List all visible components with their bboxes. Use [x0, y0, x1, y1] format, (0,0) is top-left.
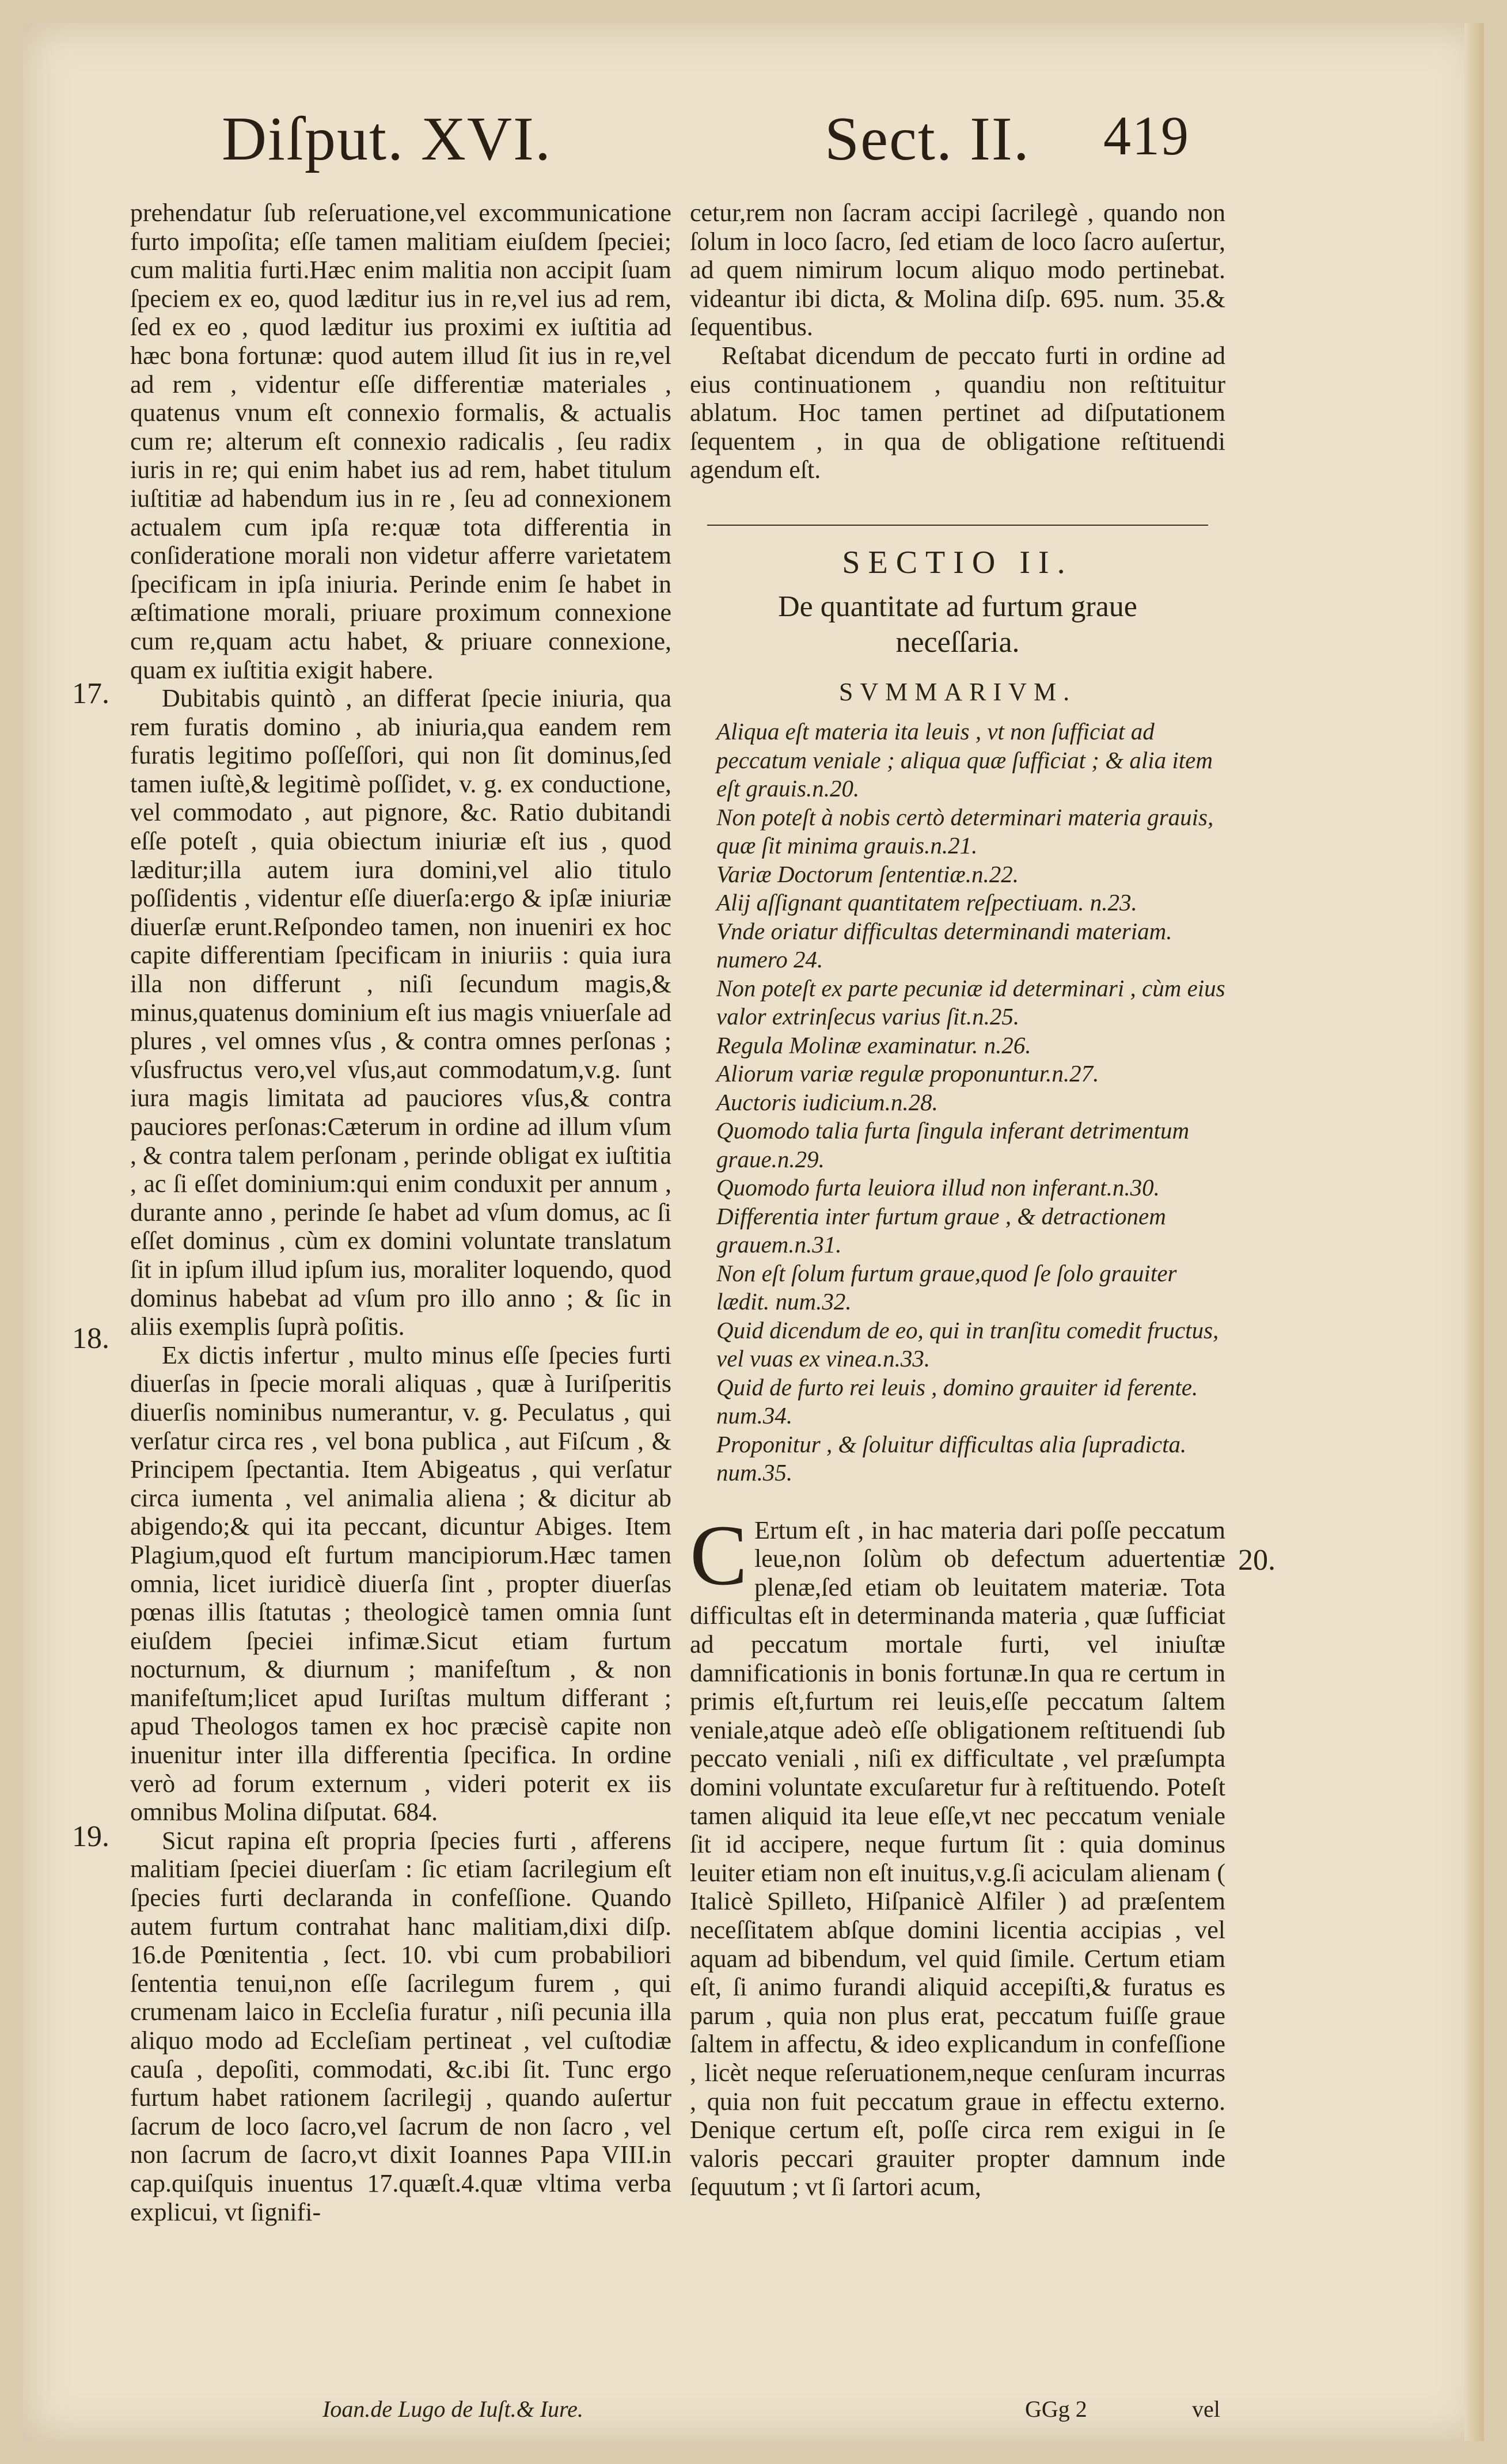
- drop-cap: C: [690, 1507, 748, 1603]
- summary-item: Alij aſſignant quantitatem reſpectiuam. n.23.: [716, 889, 1137, 916]
- margin-number-20: 20.: [1238, 1544, 1276, 1577]
- running-header-left: Diſput. XVI.: [222, 105, 552, 173]
- summary-item: Aliqua eſt materia ita leuis , vt non ſufficiat ad peccatum veniale ; aliqua quæ ſufficiat ; & alia item eſt grauis.n.20.: [716, 718, 1213, 802]
- summary-list: [690, 717, 1225, 1487]
- page-edge: [1464, 23, 1484, 2441]
- margin-number-19: 19.: [72, 1820, 109, 1853]
- book-page: [23, 23, 1484, 2441]
- right-column: [690, 199, 1225, 2201]
- summary-item: Variæ Doctorum ſententiæ.n.22.: [716, 860, 1019, 887]
- footer-running-title: Ioan.de Lugo de Iuſt.& Iure.: [322, 2396, 583, 2422]
- section-divider: [707, 525, 1208, 526]
- section-body-text: Ertum eſt , in hac materia dari poſſe peccatum leue,non ſolùm ob defectum aduertentiæ plenæ,ſed etiam ob leuitatem materiæ. Tota difficultas eſt in determinanda materia , quæ ſufficiat ad peccatum mortale furti, vel iniuſtæ damnificationis in bonis fortunæ.In qua re certum in primis eſt,furtum rei leuis,eſſe peccatum ſaltem veniale,atque adeò eſſe obligationem reſtituendi ſub peccato veniali , niſi ex difficultate , vel præſumpta domini voluntate excuſaretur fur à reſtituendo. Poteſt tamen aliquid ita leue eſſe,vt nec peccatum veniale ſit id accipere, neque furtum ſit : quia dominus leuiter etiam non eſt inuitus,v.g.ſi aciculam alienam ( Italicè Spilleto, Hiſpanicè Alfiler ) ad præſentem neceſſitatem abſque domini licentia accipias , vel aquam ad bibendum, vel quid ſimile. Certum etiam eſt, ſi animo furandi aliquid accepiſti,& furatus es parum , quia non plus erat, peccatum fuiſſe graue ſaltem in affectu, & ideo explicandum in confeſſione , licèt neque reſeruationem,neque cenſuram incurras , quia non fuit peccatum graue in effectu externo. Denique certum eſt, poſſe circa rem exigui in ſe valoris peccari grauiter propter damnum inde ſequutum ; vt ſi ſartori acum,: [690, 1516, 1225, 2201]
- paragraph: Reſtabat dicendum de peccato furti in ordine ad eius continuationem , quandiu non reſtituitur ablatum. Hoc tamen pertinet ad diſputationem ſequentem , in qua de obligatione reſtituendi agendum eſt.: [690, 341, 1225, 484]
- paragraph: Ex dictis infertur , multo minus eſſe ſpecies furti diuerſas in ſpecie morali aliquas , quæ à Iuriſperitis diuerſis nominibus numerantur, v. g. Peculatus , qui verſatur circa res , vel bona publica , aut Fiſcum , & Principem ſpectantia. Item Abigeatus , qui verſatur circa iumenta , vel animalia aliena ; & dicitur ab abigendo;& qui ita peccant, dicuntur Abiges. Item Plagium,quod eſt furtum mancipiorum.Hæc tamen omnia, licet iuridicè diuerſa ſint , propter diuerſas pœnas illis ſtatutas ; theologicè tamen omnia ſunt eiuſdem ſpeciei infimæ.Sicut etiam furtum nocturnum, & diurnum ; manifeſtum , & non manifeſtum;licet apud Iuriſtas multum differant ; apud Theologos tamen ex hoc præcisè capite non inuenitur inter illa differentia ſpecifica. In ordine verò ad forum externum , videri poterit ex iis omnibus Molina diſputat. 684.: [130, 1341, 671, 1827]
- margin-number-18: 18.: [72, 1322, 109, 1355]
- section-body: [690, 1507, 1225, 2201]
- summary-item: Non poteſt à nobis certò determinari materia grauis, quæ ſit minima grauis.n.21.: [716, 803, 1214, 859]
- summary-item: Proponitur , & ſoluitur difficultas alia ſupradicta. num.35.: [716, 1430, 1187, 1486]
- left-column: [130, 199, 671, 2226]
- summary-item: Quomodo talia furta ſingula inferant detrimentum graue.n.29.: [716, 1117, 1190, 1172]
- summary-item: Non eſt ſolum furtum graue,quod ſe ſolo grauiter lædit. num.32.: [716, 1259, 1177, 1315]
- summary-heading: SVMMARIVM.: [838, 677, 1077, 706]
- summary-item: Regula Molinæ examinatur. n.26.: [716, 1031, 1031, 1058]
- section-title: SECTIO II.: [842, 544, 1073, 580]
- page-number: 419: [1103, 105, 1190, 166]
- running-header-section: Sect. II.: [825, 105, 1030, 173]
- margin-number-17: 17.: [72, 677, 109, 710]
- signature-mark: GGg 2: [1025, 2396, 1087, 2422]
- summary-item: Aliorum variæ regulæ proponuntur.n.27.: [716, 1060, 1099, 1087]
- summary-item: Quid dicendum de eo, qui in tranſitu comedit fructus, vel vuas ex vinea.n.33.: [716, 1316, 1219, 1372]
- summary-item: Quomodo furta leuiora illud non inferant.n.30.: [716, 1174, 1160, 1201]
- summary-item: Auctoris iudicium.n.28.: [716, 1088, 938, 1115]
- paragraph: Sicut rapina eſt propria ſpecies furti , afferens malitiam ſpeciei diuerſam : ſic etiam ſacrilegium eſt ſpecies furti declaranda in confeſſione. Quando autem furtum contrahat hanc malitiam,dixi diſp. 16.de Pœnitentia , ſect. 10. vbi cum probabiliori ſententia tenui,non eſſe ſacrilegum furem , qui crumenam laico in Eccleſia furatur , niſi pecunia illa aliquo modo ad Eccleſiam pertineat , vel cuſtodiæ cauſa , depoſiti, commodati, &c.ibi ſit. Tunc ergo furtum habet rationem ſacrilegij , quando auſertur ſacrum de loco ſacro,vel ſacrum de non ſacro , vel non ſacrum de ſacro,vt dixit Ioannes Papa VIII.in cap.quiſquis inuentus 17.quæſt.4.quæ vltima verba explicui, vt ſignifi-: [130, 1826, 671, 2226]
- summary-item: Differentia inter furtum graue , & detractionem grauem.n.31.: [716, 1202, 1166, 1258]
- summary-item: Non poteſt ex parte pecuniæ id determinari , cùm eius valor extrinſecus varius ſit.n.25.: [716, 974, 1225, 1030]
- paragraph: Dubitabis quintò , an differat ſpecie iniuria, qua rem furatis domino , ab iniuria,qua eandem rem furatis legitimo poſſeſſori, qui non ſit dominus,ſed tamen iuſtè,& legitimè poſſidet, v. g. ex conductione, vel commodato , aut pignore, &c. Ratio dubitandi eſſe poteſt , quia obiectum iniuriæ eſt ius , quod læditur;illa autem iura domini,vel alio titulo poſſidentis , videntur eſſe diuerſa:ergo & ipſæ iniuriæ diuerſæ erunt.Reſpondeo tamen, non inueniri ex hoc capite differentiam ſpecificam in iniuriis : quia iura illa non differunt , niſi ſecundum magis,& minus,quatenus dominium eſt ius magis vniuerſale ad plures , vel omnes vſus , & contra omnes perſonas ; vſusfructus vero,vel vſus,aut commodatum,v.g. ſunt iura magis limitata ad pauciores vſus,& contra pauciores perſonas:Cæterum in ordine ad illum vſum , & contra talem perſonam , perinde obligat ex iuſtitia , ac ſi eſſet dominium:qui enim conduxit per annum , durante anno , perinde ſe habet ad vſum domus, ac ſi eſſet dominus , cùm ex domini voluntate translatum ſit in ipſum illud ipſum ius, moraliter loquendo, quod dominus habebat ad vſum pro illo anno ; & ſic in aliis exemplis ſuprà poſitis.: [130, 684, 671, 1341]
- summary-item: Vnde oriatur difficultas determinandi materiam. numero 24.: [716, 917, 1172, 973]
- paragraph: prehendatur ſub reſeruatione,vel excommunicatione furto impoſita; eſſe tamen malitiam eiuſdem ſpeciei; cum malitia furti.Hæc enim malitia non accipit ſuam ſpeciem ex eo, quod læditur ius in re,vel ius ad rem, ſed ex eo , quod læditur ius proximi ex iuſtitia ad hæc bona fortunæ: quod autem illud ſit ius in re,vel ad rem , videntur eſſe differentiæ materiales , quatenus vnum eſt connexio formalis, & actualis cum re; alterum eſt connexio radicalis , ſeu radix iuris in re; qui enim habet ius ad rem, habet titulum iuſtitiæ ad habendum ius in re , ſeu ad connexionem actualem cum ipſa re:quæ tota differentia in conſideratione morali non videtur afferre varietatem ſpecificam in ipſa iniuria. Perinde enim ſe habet in æſtimatione morali, priuare proximum connexione cum re,quam actu habet, & priuare connexione, quam ex iuſtitia exigit habere.: [130, 199, 671, 684]
- summary-item: Quid de furto rei leuis , domino grauiter id ferente. num.34.: [716, 1373, 1198, 1429]
- catchword: vel: [1192, 2396, 1220, 2422]
- paragraph: cetur,rem non ſacram accipi ſacrilegè , quando non ſolum in loco ſacro, ſed etiam de loco ſacro auſertur, ad quem nimirum locum aliquo modo pertinebat. videantur ibi dicta, & Molina diſp. 695. num. 35.& ſequentibus.: [690, 199, 1225, 341]
- section-subtitle: De quantitate ad furtum graue neceſſaria.: [778, 590, 1137, 659]
